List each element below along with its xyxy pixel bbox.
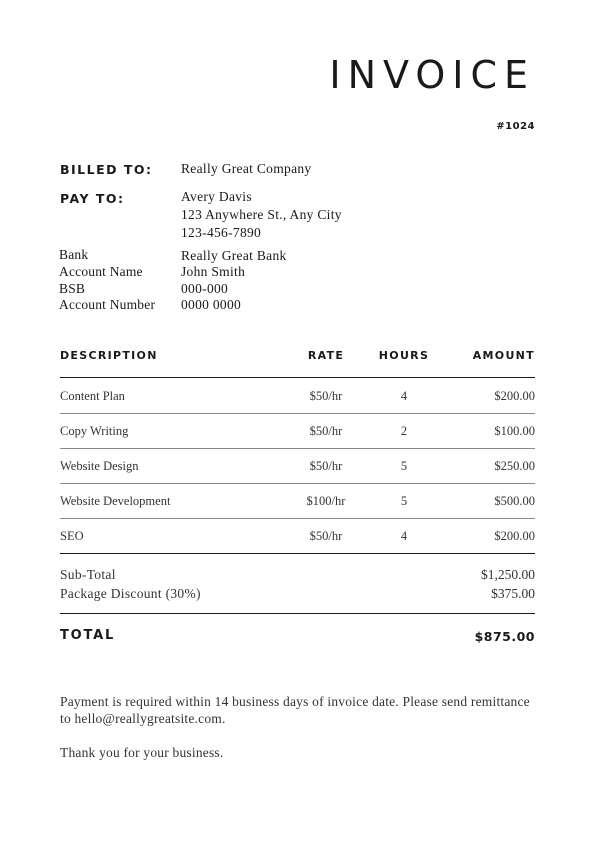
column-header-amount: AMOUNT [472, 349, 535, 362]
account-name-label: Account Name [59, 264, 143, 279]
invoice-number: #1024 [496, 121, 535, 132]
table-row [0, 459, 595, 477]
row-divider [60, 448, 535, 449]
row-rate: $50/hr [309, 424, 343, 438]
table-row [0, 529, 595, 547]
thank-you-note: Thank you for your business. [60, 745, 224, 760]
table-row [0, 494, 595, 512]
row-hours: 5 [400, 459, 408, 473]
bank-label: Bank [59, 247, 89, 262]
row-description: Website Development [60, 494, 171, 508]
column-header-hours: HOURS [378, 349, 430, 362]
row-divider [60, 483, 535, 484]
discount-label: Package Discount (30%) [60, 586, 201, 601]
subtotal-label: Sub-Total [60, 567, 116, 582]
billed-to-label: BILLED TO: [60, 162, 153, 177]
table-divider [60, 613, 535, 614]
row-description: Content Plan [60, 389, 125, 403]
pay-to-label: PAY TO: [60, 191, 125, 206]
row-rate: $50/hr [309, 529, 343, 543]
row-hours: 5 [400, 494, 408, 508]
pay-to-phone: 123-456-7890 [181, 225, 262, 240]
bank-value: Really Great Bank [181, 248, 287, 263]
payment-note: Payment is required within 14 business days of invoice date. Please send remittance to hello@reallygreatsite.com. [60, 694, 530, 726]
table-row [0, 389, 595, 407]
row-rate: $50/hr [309, 459, 343, 473]
total-value: $875.00 [474, 629, 535, 644]
subtotal-value: $1,250.00 [481, 567, 535, 582]
pay-to-address: 123 Anywhere St., Any City [181, 207, 342, 222]
table-row [0, 424, 595, 442]
account-number-label: Account Number [59, 297, 156, 312]
row-amount: $500.00 [494, 494, 535, 508]
row-hours: 2 [400, 424, 408, 438]
column-header-description: DESCRIPTION [60, 349, 158, 362]
table-divider [60, 553, 535, 554]
total-label: TOTAL [60, 628, 116, 643]
row-amount: $100.00 [494, 424, 535, 438]
bsb-label: BSB [59, 281, 86, 296]
row-hours: 4 [400, 389, 408, 403]
row-description: SEO [60, 529, 84, 543]
row-description: Website Design [60, 459, 139, 473]
account-number-value: 0000 0000 [181, 297, 242, 312]
row-hours: 4 [400, 529, 408, 543]
row-divider [60, 518, 535, 519]
billed-to-value: Really Great Company [181, 161, 312, 176]
row-divider [60, 413, 535, 414]
column-header-rate: RATE [307, 349, 345, 362]
row-amount: $250.00 [494, 459, 535, 473]
row-amount: $200.00 [494, 389, 535, 403]
row-rate: $50/hr [309, 389, 343, 403]
invoice-title: INVOICE [329, 53, 535, 97]
discount-value: $375.00 [491, 586, 535, 601]
table-divider [60, 377, 535, 378]
bsb-value: 000-000 [181, 281, 229, 296]
row-amount: $200.00 [494, 529, 535, 543]
row-description: Copy Writing [60, 424, 129, 438]
row-rate: $100/hr [306, 494, 346, 508]
account-name-value: John Smith [181, 264, 246, 279]
pay-to-name: Avery Davis [181, 189, 252, 204]
